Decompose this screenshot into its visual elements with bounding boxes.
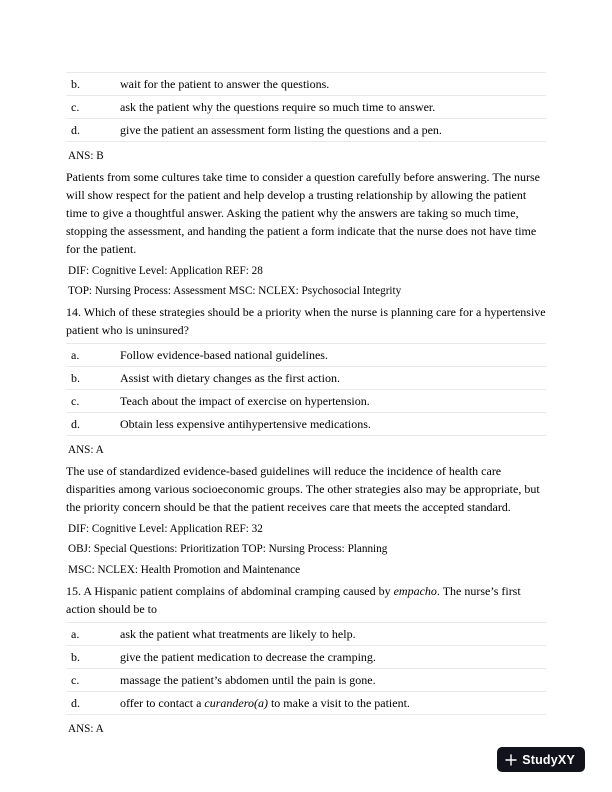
question-15-options (66, 622, 546, 715)
option-letter: b. (71, 649, 80, 664)
option-letter: d. (71, 417, 80, 432)
option-text: give the patient medication to decrease the cramping. (120, 649, 376, 664)
option-row (66, 669, 546, 692)
page-content (66, 72, 546, 741)
answer-line: ANS: A (68, 722, 104, 735)
option-text: Assist with dietary changes as the first action. (120, 371, 340, 386)
option-letter: b. (71, 77, 80, 91)
option-letter: a. (71, 626, 80, 641)
option-letter: c. (71, 100, 80, 114)
option-letter: c. (71, 394, 80, 409)
option-row (66, 73, 546, 96)
option-row (66, 344, 546, 367)
option-row (66, 692, 546, 715)
question-14-stem: 14. Which of these strategies should be a priority when the nurse is planning care for a hypertensive patient who is uninsured? (66, 305, 546, 338)
option-row (66, 119, 546, 142)
option-text-segment: offer to contact a (120, 695, 205, 710)
meta-line-dif: DIF: Cognitive Level: Application REF: 32 (68, 523, 263, 536)
option-letter: d. (71, 123, 80, 137)
meta-line-top: TOP: Nursing Process: Assessment MSC: NCLEX: Psychosocial Integrity (68, 285, 402, 298)
option-text: Teach about the impact of exercise on hypertension. (120, 394, 370, 409)
stem-text: . The nurse’s first action should be to (66, 583, 521, 616)
option-row (66, 646, 546, 669)
rationale-text: Patients from some cultures take time to consider a question carefully before answering. The nurse will show respect for the patient and help develop a trusting relationship by allowing the patient time to give a thoughtful answer. Asking the patient why the answers are taking so much time, stopping the assessment, and handing the patient a form indicate that the nurse does not have time for the patient. (66, 169, 540, 256)
brand-name (522, 753, 575, 767)
option-italic-term: curandero(a) (204, 695, 268, 710)
plus-icon (505, 754, 517, 766)
option-text: massage the patient’s abdomen until the pain is gone. (120, 672, 376, 687)
option-row (66, 390, 546, 413)
option-text: give the patient an assessment form listing the questions and a pen. (120, 123, 442, 137)
meta-line-msc: MSC: NCLEX: Health Promotion and Maintenance (68, 563, 301, 576)
option-text-segment: to make a visit to the patient. (267, 695, 410, 710)
option-text (120, 694, 546, 712)
option-row (66, 413, 546, 436)
option-text: Follow evidence-based national guidelines. (120, 348, 328, 363)
meta-line-obj: OBJ: Special Questions: Prioritization TOP: Nursing Process: Planning (68, 543, 388, 556)
stem-text: 15. A Hispanic patient complains of abdominal cramping caused by (66, 583, 394, 598)
meta-line-dif: DIF: Cognitive Level: Application REF: 28 (68, 264, 263, 277)
option-row (66, 96, 546, 119)
studyxy-logo (497, 747, 585, 772)
option-text: wait for the patient to answer the questions. (120, 77, 330, 91)
option-text: Obtain less expensive antihypertensive medications. (120, 417, 371, 432)
brand-xy: XY (557, 752, 575, 767)
option-letter: d. (71, 695, 80, 710)
rationale-text: The use of standardized evidence-based guidelines will reduce the incidence of health care disparities among various socioeconomic groups. The other strategies also may be appropriate, but the priority concern should be that the patient receives care that meets the accepted standard. (66, 464, 540, 515)
question-14-options (66, 343, 546, 436)
option-row (66, 623, 546, 646)
option-letter: b. (71, 371, 80, 386)
option-letter: a. (71, 348, 80, 363)
brand-study: Study (522, 752, 558, 767)
option-text: ask the patient why the questions require so much time to answer. (120, 100, 436, 114)
option-letter: c. (71, 672, 80, 687)
answer-line: ANS: B (68, 150, 104, 162)
option-text: ask the patient what treatments are likely to help. (120, 626, 356, 641)
stem-italic-term: empacho (393, 583, 437, 598)
question-15-stem (66, 582, 546, 618)
option-row (66, 367, 546, 390)
question-13-options (66, 72, 546, 142)
answer-line: ANS: A (68, 444, 104, 457)
